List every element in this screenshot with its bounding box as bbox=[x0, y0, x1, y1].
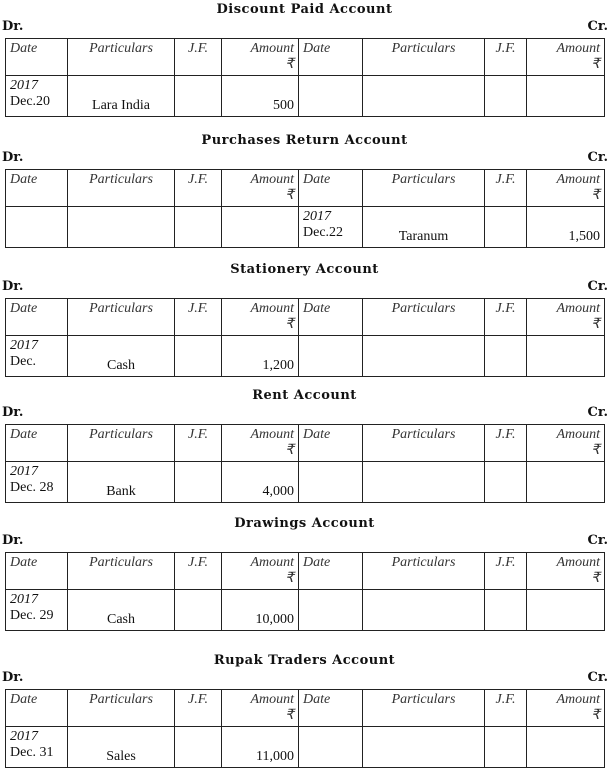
credit-particulars-cell bbox=[363, 462, 485, 503]
rupee-icon: ₹ bbox=[285, 317, 294, 332]
credit-label: Cr. bbox=[587, 150, 608, 165]
header-particulars: Particulars bbox=[363, 690, 485, 727]
header-date: Date bbox=[6, 553, 68, 590]
debit-date-cell bbox=[6, 76, 68, 117]
header-amount bbox=[527, 553, 605, 590]
debit-amount-cell: 11,000 bbox=[222, 727, 299, 768]
header-row bbox=[6, 690, 605, 727]
credit-jf-cell bbox=[485, 590, 527, 631]
header-jf: J.F. bbox=[485, 553, 527, 590]
year: 2017 bbox=[10, 592, 38, 607]
credit-jf-cell bbox=[485, 76, 527, 117]
debit-jf-cell bbox=[175, 462, 222, 503]
header-amount bbox=[222, 553, 299, 590]
rupee-icon: ₹ bbox=[285, 708, 294, 723]
header-jf: J.F. bbox=[175, 425, 222, 462]
header-date: Date bbox=[299, 39, 363, 76]
header-date: Date bbox=[299, 553, 363, 590]
credit-amount-cell bbox=[527, 727, 605, 768]
account-title: Purchases Return Account bbox=[201, 133, 408, 148]
header-particulars: Particulars bbox=[363, 39, 485, 76]
year: 2017 bbox=[10, 729, 38, 744]
table-row bbox=[6, 207, 605, 248]
debit-particulars-cell: Cash bbox=[68, 590, 175, 631]
header-jf: J.F. bbox=[485, 170, 527, 207]
debit-label: Dr. bbox=[2, 670, 24, 685]
credit-jf-cell bbox=[485, 336, 527, 377]
ledger-table bbox=[5, 689, 605, 768]
header-row bbox=[6, 299, 605, 336]
debit-amount-cell: 1,200 bbox=[222, 336, 299, 377]
header-particulars: Particulars bbox=[363, 170, 485, 207]
credit-particulars-cell bbox=[363, 336, 485, 377]
rupee-icon: ₹ bbox=[591, 317, 600, 332]
header-jf: J.F. bbox=[485, 299, 527, 336]
amount-label: Amount bbox=[556, 427, 600, 442]
header-date: Date bbox=[6, 425, 68, 462]
credit-date-cell bbox=[299, 462, 363, 503]
amount-label: Amount bbox=[556, 301, 600, 316]
amount-label: Amount bbox=[250, 427, 294, 442]
amount-label: Amount bbox=[250, 172, 294, 187]
credit-date-cell bbox=[299, 590, 363, 631]
header-jf: J.F. bbox=[175, 299, 222, 336]
header-jf: J.F. bbox=[175, 170, 222, 207]
table-row bbox=[6, 76, 605, 117]
header-particulars: Particulars bbox=[363, 425, 485, 462]
credit-label: Cr. bbox=[587, 279, 608, 294]
ledger-table bbox=[5, 424, 605, 503]
header-particulars: Particulars bbox=[68, 39, 175, 76]
header-particulars: Particulars bbox=[68, 299, 175, 336]
amount-label: Amount bbox=[250, 692, 294, 707]
credit-particulars-cell bbox=[363, 590, 485, 631]
header-amount bbox=[222, 690, 299, 727]
credit-particulars-cell: Taranum bbox=[363, 207, 485, 248]
header-amount bbox=[527, 299, 605, 336]
debit-date-cell bbox=[6, 462, 68, 503]
credit-amount-cell bbox=[527, 336, 605, 377]
header-date: Date bbox=[299, 690, 363, 727]
credit-label: Cr. bbox=[587, 670, 608, 685]
amount-label: Amount bbox=[556, 692, 600, 707]
debit-jf-cell bbox=[175, 590, 222, 631]
header-particulars: Particulars bbox=[363, 553, 485, 590]
credit-jf-cell bbox=[485, 462, 527, 503]
account-title: Rupak Traders Account bbox=[213, 653, 396, 668]
credit-amount-cell bbox=[527, 590, 605, 631]
debit-label: Dr. bbox=[2, 19, 24, 34]
debit-jf-cell bbox=[175, 727, 222, 768]
header-row bbox=[6, 553, 605, 590]
account-title: Stationery Account bbox=[230, 262, 379, 277]
entry-date: Dec. 29 bbox=[10, 608, 54, 623]
debit-particulars-cell: Cash bbox=[68, 336, 175, 377]
header-particulars: Particulars bbox=[68, 170, 175, 207]
credit-label: Cr. bbox=[587, 405, 608, 420]
year: 2017 bbox=[10, 338, 38, 353]
debit-date-cell bbox=[6, 727, 68, 768]
rupee-icon: ₹ bbox=[285, 571, 294, 586]
header-date: Date bbox=[6, 39, 68, 76]
year: 2017 bbox=[10, 464, 38, 479]
debit-date-cell bbox=[6, 590, 68, 631]
amount-label: Amount bbox=[250, 301, 294, 316]
rupee-icon: ₹ bbox=[591, 708, 600, 723]
credit-date-cell bbox=[299, 207, 363, 248]
rupee-icon: ₹ bbox=[285, 188, 294, 203]
amount-label: Amount bbox=[250, 41, 294, 56]
header-jf: J.F. bbox=[485, 690, 527, 727]
debit-particulars-cell bbox=[68, 207, 175, 248]
debit-label: Dr. bbox=[2, 405, 24, 420]
header-row bbox=[6, 39, 605, 76]
entry-date: Dec.22 bbox=[303, 225, 344, 240]
header-amount bbox=[222, 39, 299, 76]
credit-label: Cr. bbox=[587, 19, 608, 34]
header-date: Date bbox=[6, 299, 68, 336]
table-row bbox=[6, 590, 605, 631]
header-particulars: Particulars bbox=[363, 299, 485, 336]
header-jf: J.F. bbox=[485, 425, 527, 462]
year: 2017 bbox=[10, 78, 38, 93]
debit-date-cell bbox=[6, 207, 68, 248]
header-date: Date bbox=[6, 690, 68, 727]
header-jf: J.F. bbox=[175, 553, 222, 590]
credit-date-cell bbox=[299, 336, 363, 377]
credit-particulars-cell bbox=[363, 76, 485, 117]
header-particulars: Particulars bbox=[68, 690, 175, 727]
debit-jf-cell bbox=[175, 207, 222, 248]
credit-amount-cell bbox=[527, 76, 605, 117]
rupee-icon: ₹ bbox=[591, 443, 600, 458]
credit-date-cell bbox=[299, 727, 363, 768]
header-amount bbox=[527, 690, 605, 727]
year: 2017 bbox=[303, 209, 331, 224]
header-date: Date bbox=[6, 170, 68, 207]
header-amount bbox=[222, 425, 299, 462]
header-particulars: Particulars bbox=[68, 425, 175, 462]
debit-amount-cell: 4,000 bbox=[222, 462, 299, 503]
header-row bbox=[6, 170, 605, 207]
debit-amount-cell bbox=[222, 207, 299, 248]
header-jf: J.F. bbox=[175, 690, 222, 727]
ledger-table bbox=[5, 169, 605, 248]
amount-label: Amount bbox=[250, 555, 294, 570]
debit-particulars-cell: Sales bbox=[68, 727, 175, 768]
debit-date-cell bbox=[6, 336, 68, 377]
debit-jf-cell bbox=[175, 336, 222, 377]
debit-particulars-cell: Bank bbox=[68, 462, 175, 503]
header-amount bbox=[527, 425, 605, 462]
table-row bbox=[6, 727, 605, 768]
amount-label: Amount bbox=[556, 41, 600, 56]
credit-date-cell bbox=[299, 76, 363, 117]
amount-label: Amount bbox=[556, 555, 600, 570]
rupee-icon: ₹ bbox=[285, 57, 294, 72]
header-amount bbox=[222, 299, 299, 336]
table-row bbox=[6, 462, 605, 503]
debit-amount-cell: 10,000 bbox=[222, 590, 299, 631]
debit-label: Dr. bbox=[2, 150, 24, 165]
ledger-table bbox=[5, 298, 605, 377]
debit-particulars-cell: Lara India bbox=[68, 76, 175, 117]
ledger-table bbox=[5, 552, 605, 631]
table-row bbox=[6, 336, 605, 377]
header-row bbox=[6, 425, 605, 462]
entry-date: Dec. bbox=[10, 354, 37, 369]
account-title: Drawings Account bbox=[234, 516, 375, 531]
credit-particulars-cell bbox=[363, 727, 485, 768]
header-amount bbox=[222, 170, 299, 207]
account-title: Discount Paid Account bbox=[216, 2, 393, 17]
header-jf: J.F. bbox=[175, 39, 222, 76]
rupee-icon: ₹ bbox=[285, 443, 294, 458]
debit-amount-cell: 500 bbox=[222, 76, 299, 117]
header-amount bbox=[527, 39, 605, 76]
credit-label: Cr. bbox=[587, 533, 608, 548]
debit-jf-cell bbox=[175, 76, 222, 117]
header-particulars: Particulars bbox=[68, 553, 175, 590]
credit-jf-cell bbox=[485, 727, 527, 768]
header-jf: J.F. bbox=[485, 39, 527, 76]
credit-amount-cell: 1,500 bbox=[527, 207, 605, 248]
header-date: Date bbox=[299, 170, 363, 207]
entry-date: Dec.20 bbox=[10, 94, 51, 109]
rupee-icon: ₹ bbox=[591, 571, 600, 586]
header-amount bbox=[527, 170, 605, 207]
debit-label: Dr. bbox=[2, 279, 24, 294]
entry-date: Dec. 31 bbox=[10, 745, 54, 760]
credit-jf-cell bbox=[485, 207, 527, 248]
header-date: Date bbox=[299, 425, 363, 462]
debit-label: Dr. bbox=[2, 533, 24, 548]
ledger-table bbox=[5, 38, 605, 117]
entry-date: Dec. 28 bbox=[10, 480, 54, 495]
rupee-icon: ₹ bbox=[591, 57, 600, 72]
amount-label: Amount bbox=[556, 172, 600, 187]
rupee-icon: ₹ bbox=[591, 188, 600, 203]
credit-amount-cell bbox=[527, 462, 605, 503]
header-date: Date bbox=[299, 299, 363, 336]
account-title: Rent Account bbox=[252, 388, 357, 403]
